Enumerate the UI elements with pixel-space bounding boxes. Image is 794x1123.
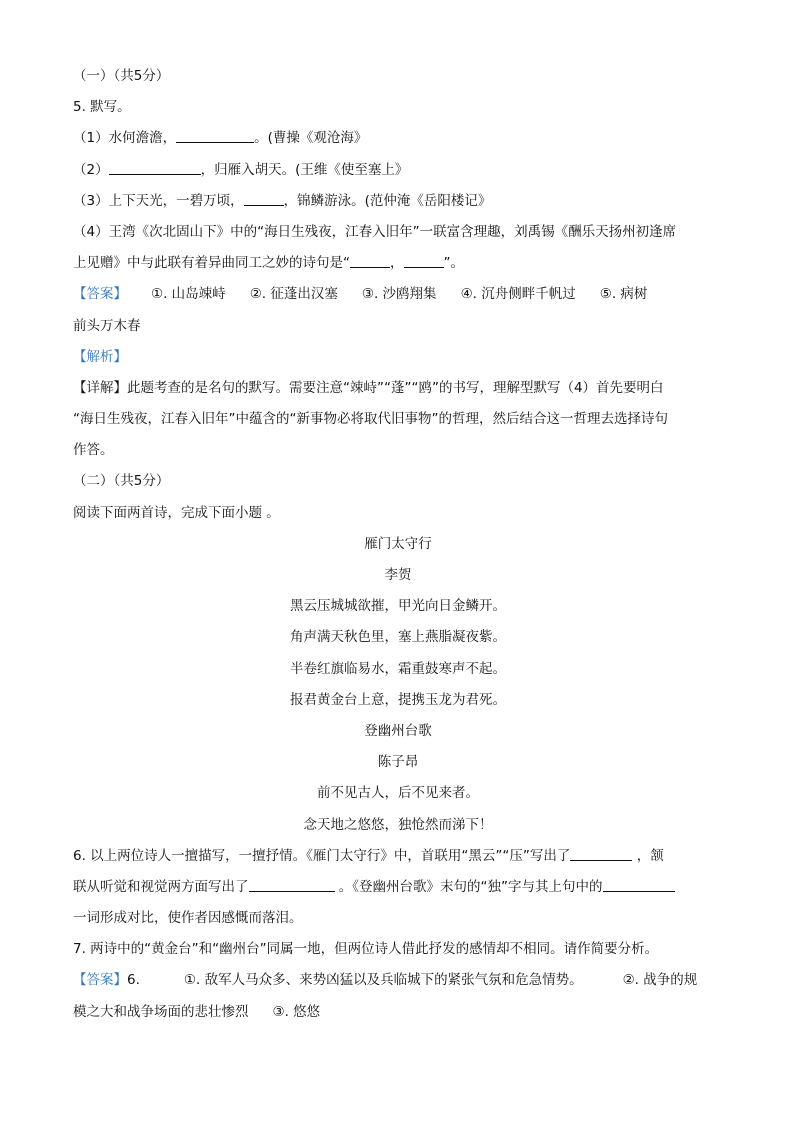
answer-line-2: 【答案】6. ①. 敌军人马众多、来势凶猛以及兵临城下的紧张气氛和危急情势。 ②. 战争的规 bbox=[73, 972, 698, 989]
answer-continuation: 前头万木春 bbox=[73, 317, 141, 334]
question-6-line2: 联从听觉和视觉两方面写出了 。《登幽州台歌》末句的“独”字与其上句中的 bbox=[73, 872, 723, 903]
question-6-line3: 一词形成对比，使作者因感慨而落泪。 bbox=[73, 910, 303, 927]
answer-blank bbox=[249, 877, 335, 892]
answer-blank bbox=[570, 846, 632, 861]
answer-blank bbox=[350, 253, 390, 268]
poem-line: 念天地之悠悠，独怆然而涕下！ bbox=[303, 816, 493, 833]
question-5-1: （1）水何澹澹， 。(曹操《观沧海》 bbox=[73, 130, 368, 147]
poem-2-author: 陈子昂 bbox=[377, 754, 419, 771]
answer-blank bbox=[109, 160, 201, 175]
detail-line-1: 【详解】此题考查的是名句的默写。需要注意“竦峙”“蓬”“鸥”的书写，理解型默写（4）首先要明白 bbox=[73, 379, 664, 396]
question-5-4-line2: 上见赠》中与此联有着异曲同工之妙的诗句是“ ， ”。 bbox=[73, 255, 464, 272]
question-6-line1: 6. 以上两位诗人一擅描写，一擅抒情。《雁门太守行》中，首联用“黑云”“压”写出了 ，颔 bbox=[73, 847, 664, 864]
answer-blank bbox=[244, 191, 284, 206]
question-7: 7. 两诗中的“黄金台”和“幽州台”同属一地，但两位诗人借此抒发的感情却不相同。请作简要分析。 bbox=[73, 941, 659, 958]
section-heading-1: （一）（共5分） bbox=[73, 68, 170, 84]
answer-line-2-cont: 模之大和战争场面的悲壮惨烈 ③. 悠悠 bbox=[73, 1003, 321, 1020]
answer-blank bbox=[404, 253, 444, 268]
document-page bbox=[73, 61, 723, 1028]
detail-line-2: “海日生残夜，江春入旧年”中蕴含的“新事物必将取代旧事物”的哲理，然后结合这一哲理去选择诗句 bbox=[73, 411, 668, 428]
reading-intro: 阅读下面两首诗，完成下面小题 。 bbox=[73, 504, 280, 521]
poem-2-title: 登幽州台歌 bbox=[364, 722, 432, 739]
answer-label: 【答案】 bbox=[73, 972, 127, 989]
poem-line: 前不见古人，后不见来者。 bbox=[317, 785, 479, 802]
answer-label: 【答案】 bbox=[73, 286, 127, 303]
poem-line: 角声满天秋色里，塞上燕脂凝夜紫。 bbox=[290, 629, 506, 646]
question-5-title: 5. 默写。 bbox=[73, 99, 131, 116]
poem-line: 报君黄金台上意，提携玉龙为君死。 bbox=[290, 691, 506, 708]
poem-line: 半卷红旗临易水，霜重鼓寒声不起。 bbox=[290, 660, 506, 677]
analysis-label: 【解析】 bbox=[73, 348, 127, 365]
poem-line: 黑云压城城欲摧，甲光向日金鳞开。 bbox=[290, 598, 506, 615]
answer-blank bbox=[603, 877, 675, 892]
section-heading-2: （二）（共5分） bbox=[73, 473, 170, 490]
answer-blank bbox=[176, 128, 254, 143]
question-5-3: （3）上下天光，一碧万顷， ，锦鳞游泳。(范仲淹《岳阳楼记》 bbox=[73, 192, 492, 209]
poem-1-title: 雁门太守行 bbox=[364, 535, 432, 552]
question-5-2: （2） ，归雁入胡天。(王维《使至塞上》 bbox=[73, 161, 409, 178]
answer-line: 【答案】 ①. 山岛竦峙 ②. 征蓬出汉塞 ③. 沙鸥翔集 ④. 沉舟侧畔千帆过 ⑤. 病树 bbox=[73, 286, 648, 303]
question-5-4-line1: （4）王湾《次北固山下》中的“海日生残夜，江春入旧年”一联富含理趣，刘禹锡《酬乐天扬州初逢席 bbox=[73, 223, 677, 240]
detail-line-3: 作答。 bbox=[73, 442, 114, 459]
poem-1-author: 李贺 bbox=[384, 567, 412, 583]
